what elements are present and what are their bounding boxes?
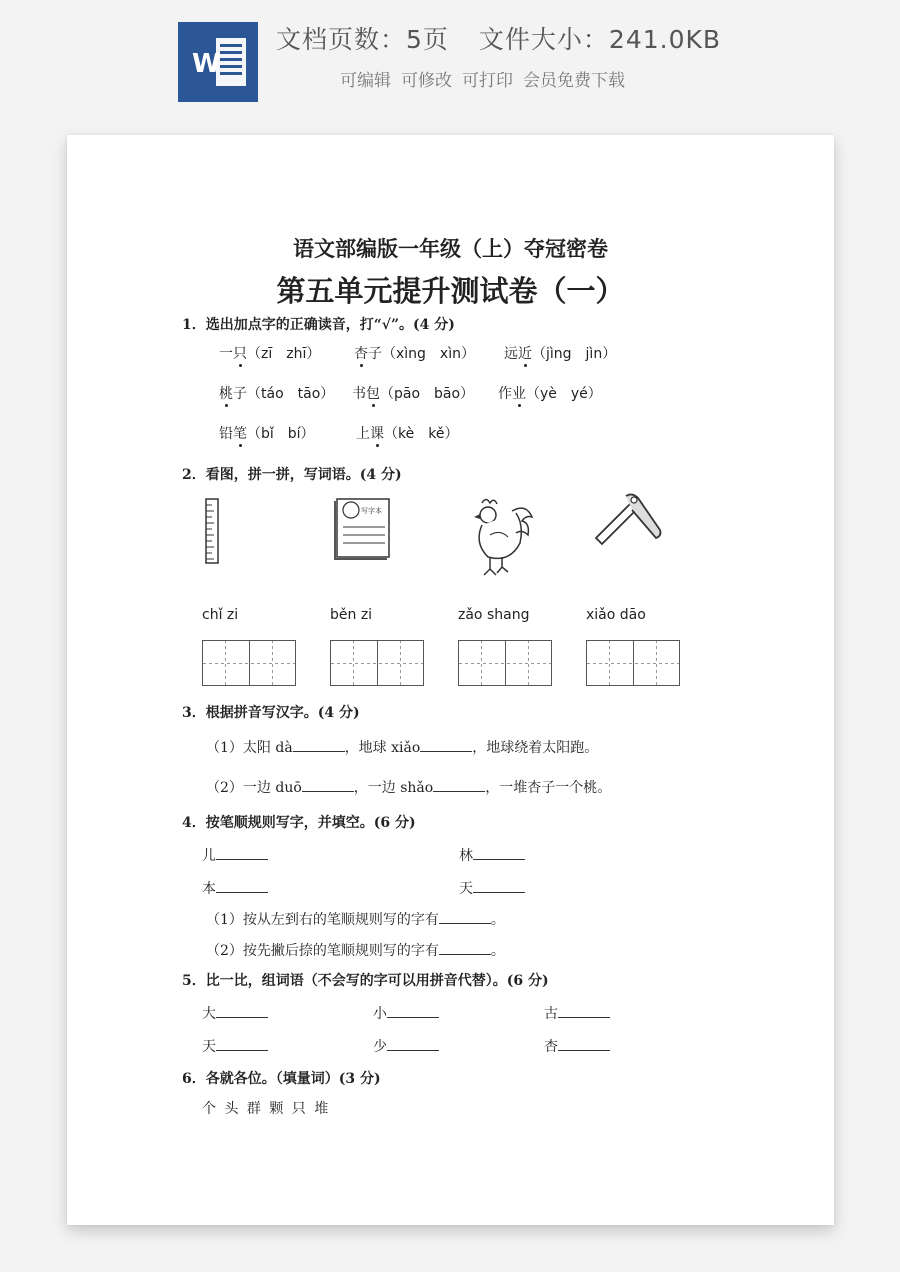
document-stats bbox=[276, 20, 721, 56]
q1-item bbox=[504, 343, 616, 363]
q1-options: （bǐ bí） bbox=[247, 426, 315, 442]
q5-char-item bbox=[544, 1003, 610, 1023]
q5-heading: 5．比一比，组词语（不会写的字可以用拼音代替）。(6 分) bbox=[182, 973, 549, 989]
q1-dotted-char: 桃 bbox=[219, 386, 233, 402]
feature-printable: 可打印 bbox=[462, 71, 513, 91]
q4-text: （1）按从左到右的笔顺规则写的字有 bbox=[206, 912, 439, 928]
q1-options: （pāo bāo） bbox=[380, 386, 475, 402]
q1-item bbox=[498, 383, 602, 403]
pinyin-zaoshang: zǎo shang bbox=[458, 607, 530, 623]
q3-line-2 bbox=[206, 777, 611, 797]
q1-item-text: 远 bbox=[504, 346, 518, 362]
answer-blank[interactable] bbox=[439, 911, 491, 924]
q3-text: ，一边 shǎo bbox=[353, 780, 434, 796]
q1-dotted-char: 只 bbox=[233, 346, 247, 362]
answer-blank[interactable] bbox=[558, 1038, 610, 1051]
svg-text:W: W bbox=[192, 49, 221, 79]
q1-item-text: 上 bbox=[356, 426, 370, 442]
q1-options: （jìng jìn） bbox=[532, 346, 617, 362]
q4-text: 。 bbox=[490, 943, 505, 959]
answer-blank[interactable] bbox=[558, 1005, 610, 1018]
feature-modifiable: 可修改 bbox=[401, 71, 452, 91]
q4-char-item bbox=[459, 878, 525, 898]
q4-char-item bbox=[202, 878, 268, 898]
q5-char-item bbox=[544, 1036, 610, 1056]
answer-blank[interactable] bbox=[387, 1038, 439, 1051]
answer-blank[interactable] bbox=[387, 1005, 439, 1018]
feature-editable: 可编辑 bbox=[340, 71, 391, 91]
answer-blank[interactable] bbox=[473, 880, 525, 893]
writing-grid[interactable] bbox=[586, 640, 680, 686]
q5-char-item bbox=[202, 1003, 268, 1023]
q1-item bbox=[354, 343, 475, 363]
rooster-picture bbox=[460, 495, 536, 579]
pinyin-benzi: běn zi bbox=[330, 607, 373, 623]
q5-char-item bbox=[373, 1003, 439, 1023]
q3-text: ，地球 xiǎo bbox=[344, 740, 421, 756]
file-size: 文件大小：241.0KB bbox=[478, 25, 722, 54]
q5-char: 古 bbox=[544, 1006, 558, 1022]
q2-heading: 2．看图，拼一拼，写词语。(4 分) bbox=[182, 467, 402, 483]
q1-item-text: 一 bbox=[219, 346, 233, 362]
answer-blank[interactable] bbox=[302, 779, 354, 792]
q1-dotted-char: 课 bbox=[370, 426, 384, 442]
q6-measure-words: 个 头 群 颗 只 堆 bbox=[202, 1101, 329, 1117]
q1-options: （táo tāo） bbox=[247, 386, 335, 402]
feature-list bbox=[340, 66, 625, 91]
pinyin-chizi: chǐ zi bbox=[202, 607, 239, 623]
answer-blank[interactable] bbox=[293, 739, 345, 752]
word-document-icon bbox=[178, 22, 258, 102]
q5-char: 大 bbox=[202, 1006, 216, 1022]
q4-char: 天 bbox=[459, 881, 473, 897]
page-count: 文档页数：5页 bbox=[276, 25, 449, 54]
notebook-picture bbox=[331, 495, 397, 563]
q4-text: （2）按先撇后捺的笔顺规则写的字有 bbox=[206, 943, 439, 959]
q1-dotted-char: 包 bbox=[366, 386, 380, 402]
q4-char-item bbox=[202, 845, 268, 865]
svg-text:写字本: 写字本 bbox=[361, 507, 382, 515]
feature-member-download: 会员免费下载 bbox=[523, 71, 625, 91]
q5-char: 小 bbox=[373, 1006, 387, 1022]
q1-options: （kè kě） bbox=[384, 426, 459, 442]
q1-dotted-char: 笔 bbox=[233, 426, 247, 442]
q1-item-text: 作 bbox=[498, 386, 512, 402]
q1-item-text: 子 bbox=[233, 386, 247, 402]
writing-grid[interactable] bbox=[458, 640, 552, 686]
q1-item-text: 铅 bbox=[219, 426, 233, 442]
q1-dotted-char: 近 bbox=[518, 346, 532, 362]
q1-dotted-char: 杏 bbox=[354, 346, 368, 362]
answer-blank[interactable] bbox=[439, 942, 491, 955]
q1-item bbox=[219, 423, 315, 443]
q4-sub-1 bbox=[206, 909, 505, 929]
q3-heading: 3．根据拼音写汉字。(4 分) bbox=[182, 705, 360, 721]
q1-heading: 1．选出加点字的正确读音，打“√”。(4 分) bbox=[182, 317, 455, 333]
q1-item bbox=[356, 423, 458, 443]
q1-item-text: 书 bbox=[352, 386, 366, 402]
writing-grid[interactable] bbox=[330, 640, 424, 686]
q4-sub-2 bbox=[206, 940, 505, 960]
q3-text: （2）一边 duō bbox=[206, 780, 302, 796]
q1-options: （zī zhī） bbox=[247, 346, 321, 362]
answer-blank[interactable] bbox=[420, 739, 472, 752]
q4-char-item bbox=[459, 845, 525, 865]
q3-line-1 bbox=[206, 737, 598, 757]
q6-heading: 6．各就各位。（填量词）(3 分) bbox=[182, 1071, 381, 1087]
q5-char-item bbox=[373, 1036, 439, 1056]
ruler-picture bbox=[203, 497, 223, 567]
document-info-banner bbox=[0, 0, 900, 125]
document-subtitle: 语文部编版一年级（上）夺冠密卷 bbox=[293, 236, 608, 261]
q3-text: （1）太阳 dà bbox=[206, 740, 293, 756]
document-page bbox=[67, 135, 834, 1225]
q1-options: （xìng xìn） bbox=[382, 346, 475, 362]
document-title: 第五单元提升测试卷（一） bbox=[276, 274, 625, 308]
answer-blank[interactable] bbox=[473, 847, 525, 860]
answer-blank[interactable] bbox=[216, 880, 268, 893]
knife-picture bbox=[588, 490, 664, 546]
q4-text: 。 bbox=[490, 912, 505, 928]
answer-blank[interactable] bbox=[216, 847, 268, 860]
q1-item bbox=[352, 383, 474, 403]
q3-text: ，一堆杏子一个桃。 bbox=[485, 780, 612, 796]
writing-grid[interactable] bbox=[202, 640, 296, 686]
q1-options: （yè yé） bbox=[526, 386, 602, 402]
q5-char: 天 bbox=[202, 1039, 216, 1055]
q1-dotted-char: 业 bbox=[512, 386, 526, 402]
q1-item-text: 子 bbox=[368, 346, 382, 362]
answer-blank[interactable] bbox=[216, 1005, 268, 1018]
q4-heading: 4．按笔顺规则写字，并填空。(6 分) bbox=[182, 815, 416, 831]
q5-char-item bbox=[202, 1036, 268, 1056]
answer-blank[interactable] bbox=[433, 779, 485, 792]
answer-blank[interactable] bbox=[216, 1038, 268, 1051]
q5-char: 杏 bbox=[544, 1039, 558, 1055]
q1-item bbox=[219, 383, 334, 403]
q5-char: 少 bbox=[373, 1039, 387, 1055]
q3-text: ，地球绕着太阳跑。 bbox=[472, 740, 599, 756]
q4-char: 本 bbox=[202, 881, 216, 897]
q1-item bbox=[219, 343, 320, 363]
q4-char: 林 bbox=[459, 848, 473, 864]
q4-char: 儿 bbox=[202, 848, 216, 864]
pinyin-xiaodao: xiǎo dāo bbox=[586, 607, 646, 623]
